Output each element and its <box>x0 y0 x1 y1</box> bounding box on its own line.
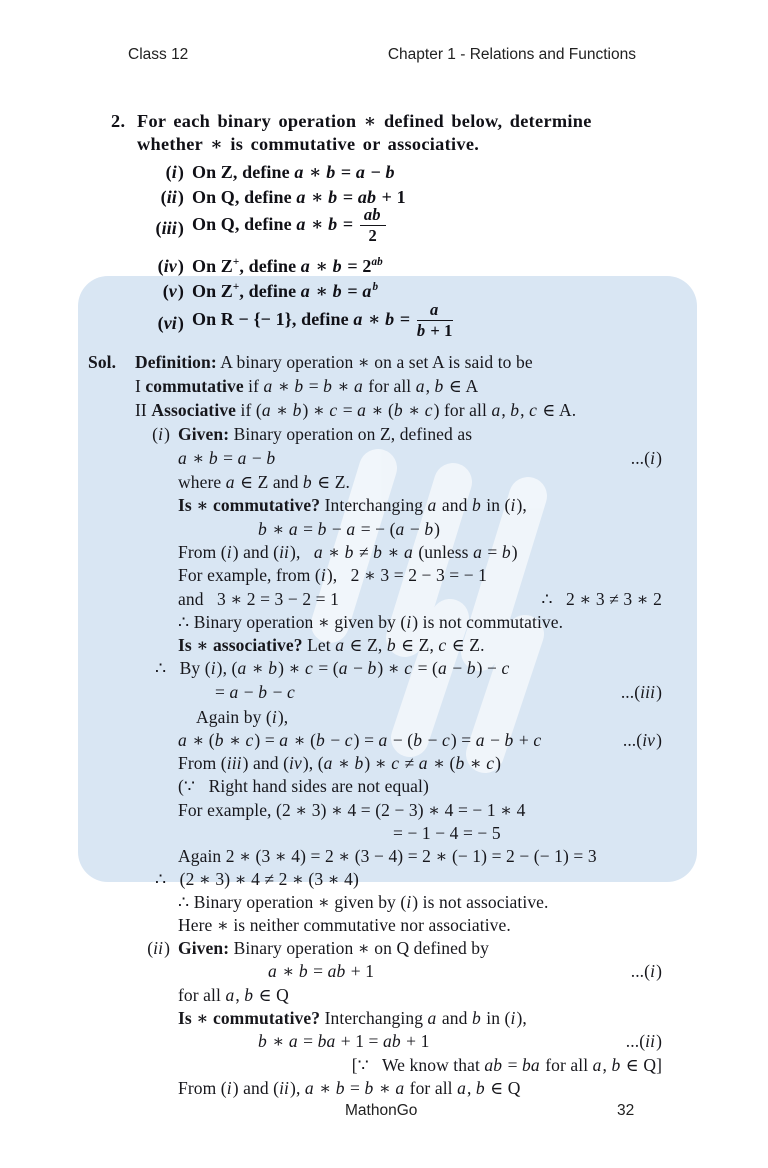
solution-line: ∴ Binary operation ∗ given by (i) is not commutative. <box>178 612 564 632</box>
footer-page-number: 32 <box>617 1102 635 1119</box>
solution-line: Is ∗ commutative? Interchanging a and b in (i), <box>178 1008 527 1028</box>
solution-line: From (i) and (ii), a ∗ b ≠ b ∗ a (unless a = b) <box>178 542 518 562</box>
solution-line-ref: ∴ 2 ∗ 3 ≠ 3 ∗ 2 <box>541 589 662 609</box>
part-marker: (i) <box>152 424 170 444</box>
solution-line: Given: Binary operation on Z, defined as <box>178 424 473 444</box>
solution-line: Again 2 ∗ (3 ∗ 4) = 2 ∗ (3 − 4) = 2 ∗ (− 1) = 2 − (− 1) = 3 <box>178 846 597 866</box>
solution-line: ∴ By (i), (a ∗ b) ∗ c = (a − b) ∗ c = (a − b) − c <box>155 658 510 678</box>
item-marker: (v) <box>162 281 184 301</box>
question-text: whether ∗ is commutative or associative. <box>137 134 480 154</box>
solution-line-ref: ...(iv) <box>622 730 662 750</box>
solution-line: Definition: A binary operation ∗ on a set A is said to be <box>135 352 533 372</box>
solution-line: a ∗ b = ab + 1 <box>268 961 375 981</box>
solution-line: and 3 ∗ 2 = 3 − 2 = 1 <box>178 589 339 609</box>
solution-line: Again by (i), <box>196 707 289 727</box>
solution-line: I commutative if a ∗ b = b ∗ a for all a, b ∈ A <box>135 376 479 396</box>
solution-line: II Associative if (a ∗ b) ∗ c = a ∗ (b ∗ c) for all a, b, c ∈ A. <box>135 400 577 420</box>
header-chapter-title: Chapter 1 - Relations and Functions <box>387 46 636 63</box>
item-iv: On Z+, define a ∗ $b = 2^{ab}$ <box>192 256 383 276</box>
item-marker: (iii) <box>155 218 184 238</box>
solution-line-ref: ...(ii) <box>625 1031 662 1051</box>
solution-line: a ∗ (b ∗ c) = a ∗ (b − c) = a − (b − c) = a − b + c <box>178 730 542 750</box>
solution-label: Sol. <box>88 352 117 372</box>
item-vi: On R − {− 1}, define a ∗ b = $\frac{a}{b + 1}$ <box>192 300 453 341</box>
solution-line: Given: Binary operation ∗ on Q defined by <box>178 938 490 958</box>
solution-line: ∴ Binary operation ∗ given by (i) is not associative. <box>178 892 549 912</box>
item-iii: On Q, define a ∗ b = $\frac{ab}{2}$ <box>192 206 388 229</box>
solution-line-ref: ...(iii) <box>620 682 662 702</box>
solution-line: Is ∗ commutative? Interchanging a and b in (i), <box>178 495 527 515</box>
item-marker: (ii) <box>160 187 184 207</box>
solution-line: Here ∗ is neither commutative nor associative. <box>178 915 511 935</box>
question-text: For each binary operation ∗ defined below, determine <box>137 111 592 131</box>
solution-line: where a ∈ Z and b ∈ Z. <box>178 472 351 492</box>
question-number: 2. <box>111 111 126 131</box>
solution-line: b ∗ a = ba + 1 = ab + 1 <box>258 1031 430 1051</box>
item-marker: (i) <box>165 162 184 182</box>
solution-line: Is ∗ associative? Let a ∈ Z, b ∈ Z, c ∈ Z. <box>178 635 485 655</box>
solution-line: For example, from (i), 2 ∗ 3 = 2 − 3 = − 1 <box>178 565 488 585</box>
solution-line: a ∗ b = a − b <box>178 448 276 468</box>
item-i: On Z, define a ∗ b = a − b <box>192 162 395 182</box>
solution-line: = − 1 − 4 = − 5 <box>393 823 501 843</box>
item-marker: (iv) <box>157 256 184 276</box>
header-class-label: Class 12 <box>128 46 189 63</box>
solution-line: From (i) and (ii), a ∗ b = b ∗ a for all a, b ∈ Q <box>178 1078 521 1098</box>
solution-line-ref: ...(i) <box>630 961 662 981</box>
solution-line: (∵ Right hand sides are not equal) <box>178 776 429 796</box>
solution-line-ref: [∵ We know that ab = ba for all a, b ∈ Q] <box>351 1055 662 1075</box>
solution-line: For example, (2 ∗ 3) ∗ 4 = (2 − 3) ∗ 4 = − 1 ∗ 4 <box>178 800 526 820</box>
item-marker: (vi) <box>157 313 184 333</box>
solution-line: From (iii) and (iv), (a ∗ b) ∗ c ≠ a ∗ (b ∗ c) <box>178 753 502 773</box>
solution-line: = a − b − c <box>215 682 295 702</box>
solution-line: b ∗ a = b − a = − (a − b) <box>258 519 441 539</box>
part-marker: (ii) <box>147 938 170 958</box>
footer-brand: MathonGo <box>345 1102 418 1119</box>
solution-line: ∴ (2 ∗ 3) ∗ 4 ≠ 2 ∗ (3 ∗ 4) <box>155 869 359 889</box>
item-ii: On Q, define a ∗ b = ab + 1 <box>192 187 406 207</box>
solution-line: for all a, b ∈ Q <box>178 985 289 1005</box>
item-v: On Z+, define a ∗ $b = a^b$ <box>192 281 379 301</box>
solution-line-ref: ...(i) <box>630 448 662 468</box>
